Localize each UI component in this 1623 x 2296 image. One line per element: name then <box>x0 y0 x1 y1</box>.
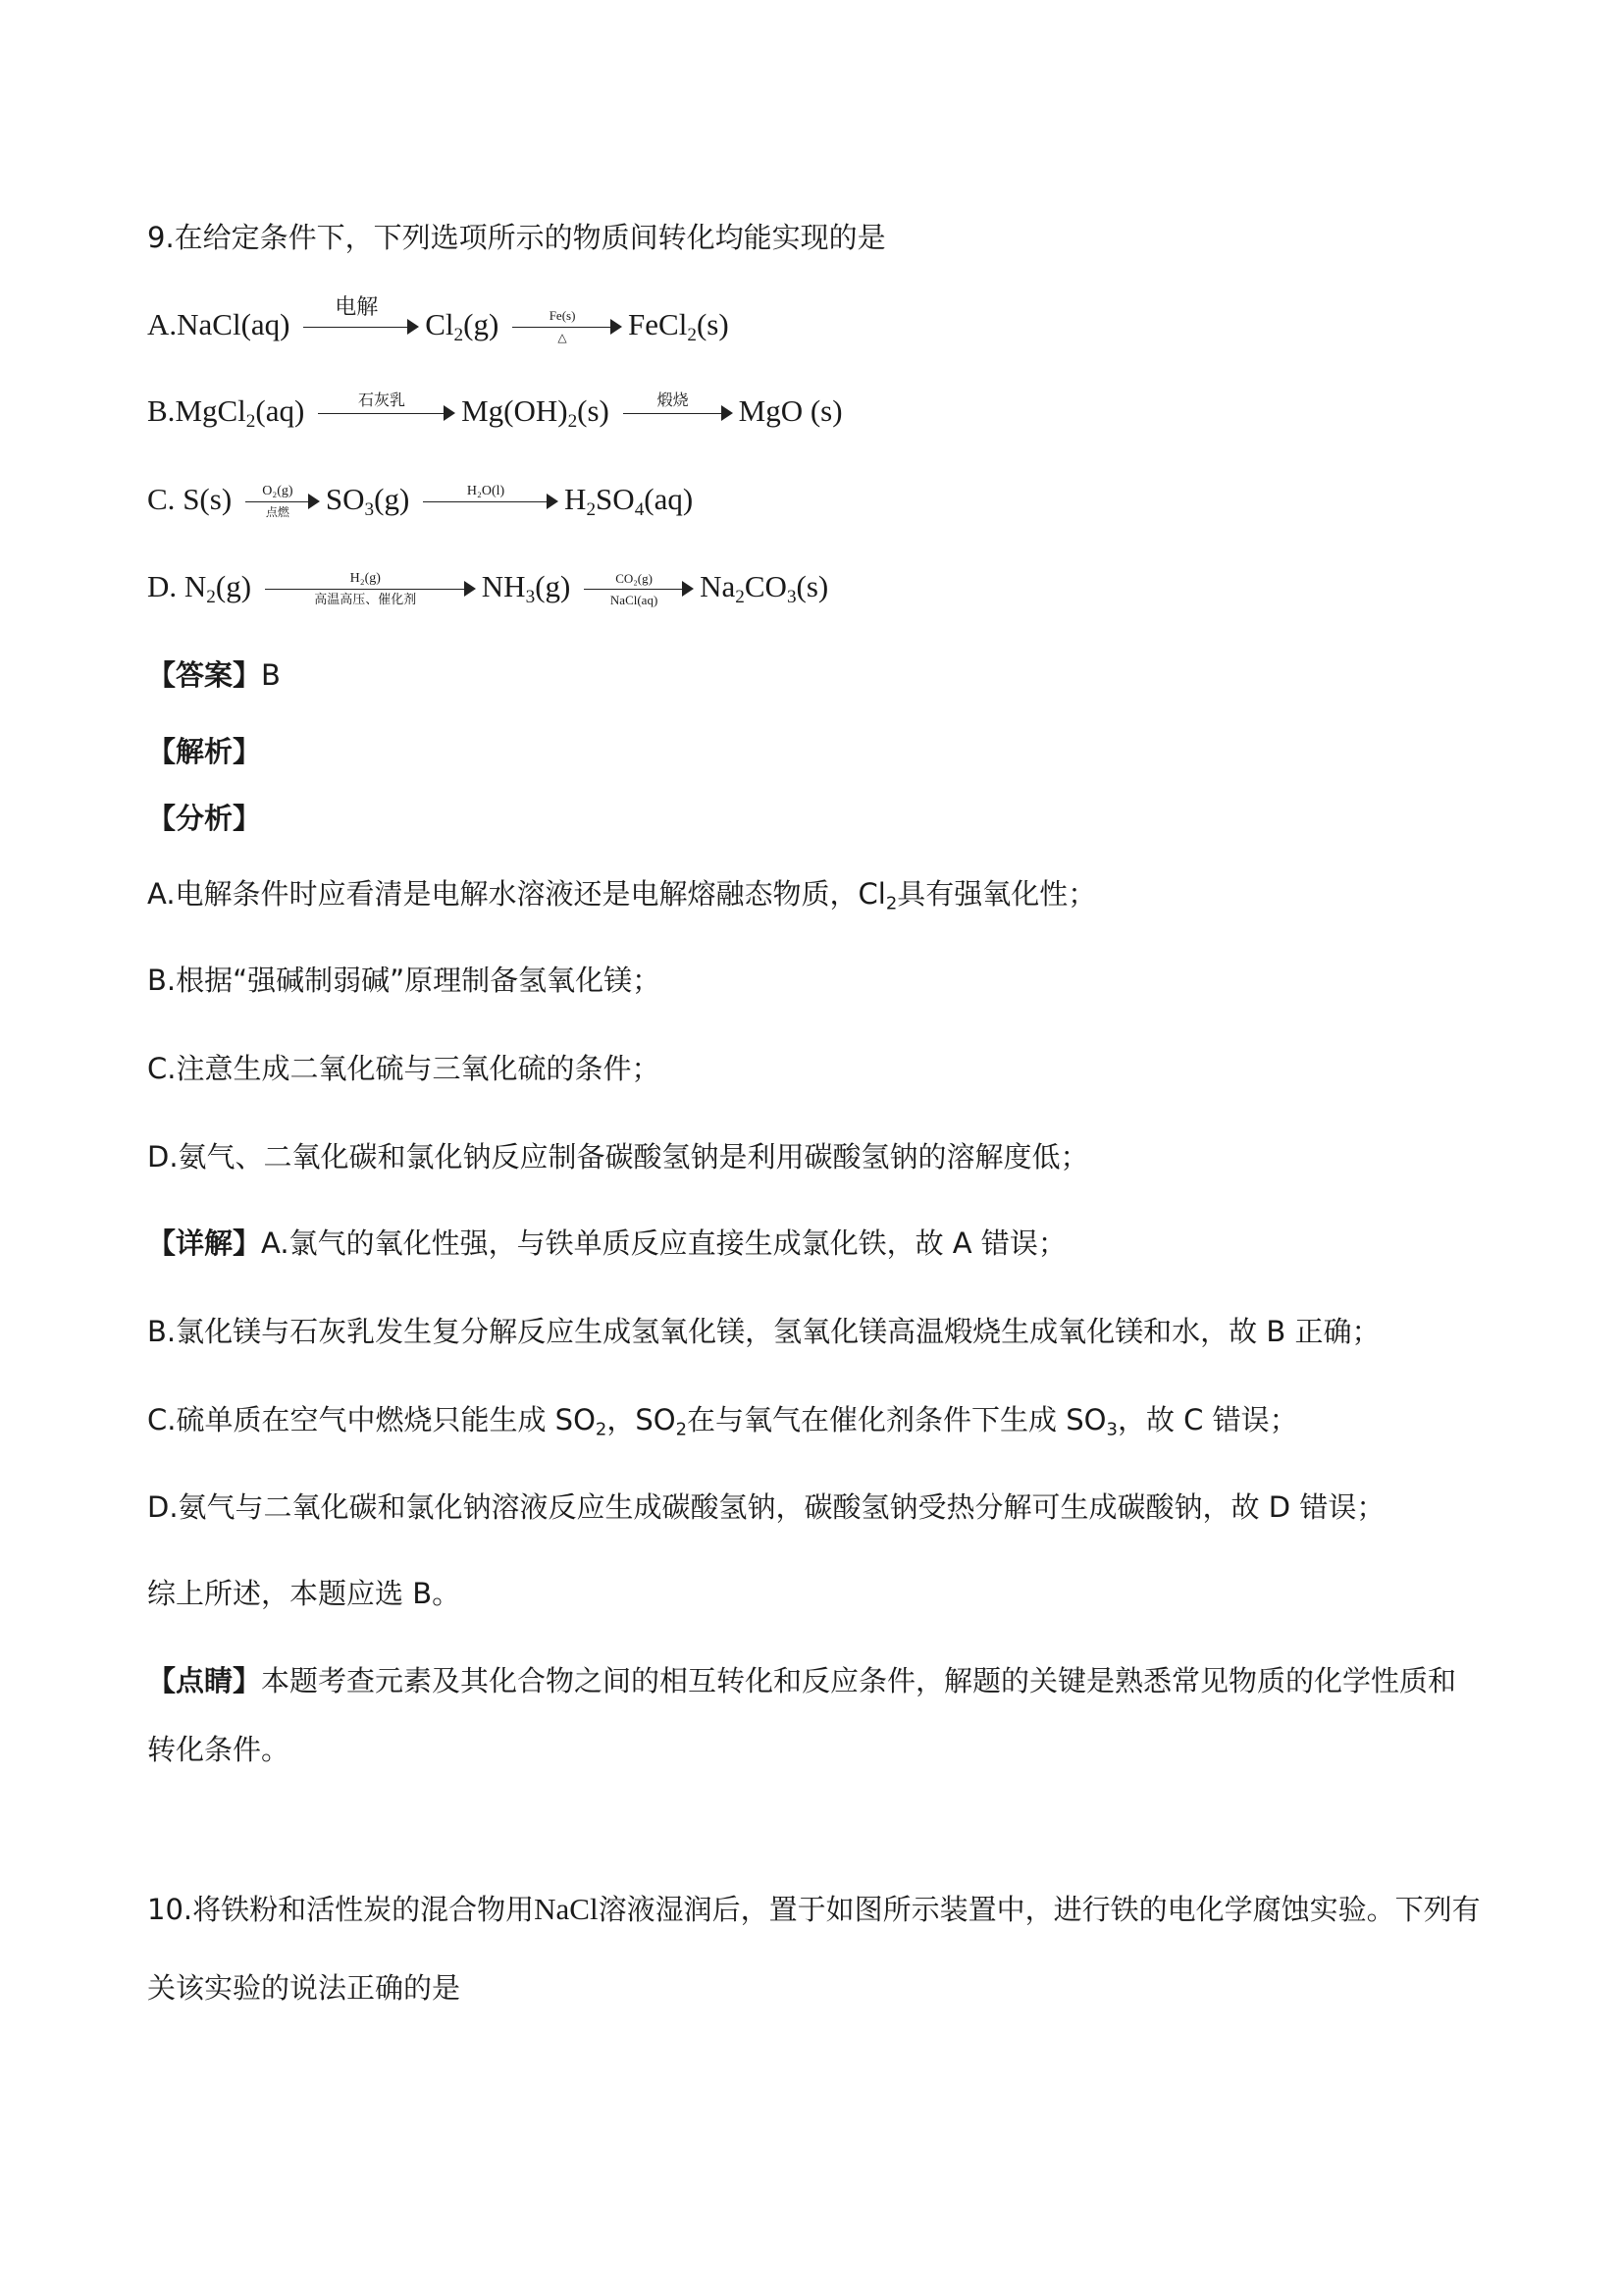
arrow-c2: H₂O(l) <box>423 483 558 522</box>
answer-value: B <box>261 658 281 692</box>
arrow-b2: 煅烧 <box>623 394 733 434</box>
option-a: A.NaCl(aq) 电解 $Cl_2(g)$ Fe(s) △ FeCl$_2$(s) <box>147 307 729 347</box>
arrow-a1: 电解 <box>303 308 419 347</box>
arrow-a2: Fe(s) △ <box>512 308 622 347</box>
arrow-b1: 石灰乳 <box>318 394 455 434</box>
arrow-d2: CO₂(g) NaCl(aq) <box>584 570 694 609</box>
analysis-a: A.电解条件时应看清是电解水溶液还是电解熔融态物质，$Cl_2$具有强氧化性； <box>147 877 1097 914</box>
comment: 【点睛】本题考查元素及其化合物之间的相互转化和反应条件，解题的关键是熟悉常见物质的化学性质和转化条件。 <box>147 1664 1457 1766</box>
q10-title: 10.将铁粉和活性炭的混合物用NaCl溶液湿润后，置于如图所示装置中，进行铁的电化学腐蚀实验。下列有关该实验的说法正确的是 <box>147 1892 1481 2005</box>
arrow-c1: O₂(g) 点燃 <box>245 483 320 522</box>
option-c: C. S(s) O₂(g) 点燃 $SO_3(g)$ H₂O(l) $H_2SO_4(aq)$ <box>147 482 693 522</box>
analysis-d: D.氨气、二氧化碳和氯化钠反应制备碳酸氢钠是利用碳酸氢钠的溶解度低； <box>147 1140 1089 1174</box>
jiexi-label: 【解析】 <box>147 735 262 768</box>
option-d: D. $N_2(g)$ H₂(g) 高温高压、催化剂 $NH_3(g)$ CO₂(g) NaCl(aq) $Na_2CO_3(s)$ <box>147 569 829 607</box>
detail-a: 【详解】A.氯气的氧化性强，与铁单质反应直接生成氯化铁，故 A 错误； <box>147 1226 1067 1260</box>
detail-b: B.氯化镁与石灰乳发生复分解反应生成氢氧化镁，氢氧化镁高温煅烧生成氧化镁和水，故 B 正确； <box>147 1315 1381 1348</box>
summary: 综上所述，本题应选 B。 <box>147 1577 461 1610</box>
q9-title: 9.在给定条件下，下列选项所示的物质间转化均能实现的是 <box>147 221 886 254</box>
answer-line <box>147 657 281 693</box>
detail-c: C.硫单质在空气中燃烧只能生成 $SO_2$，$SO_2$在与氧气在催化剂条件下生成 $SO_3$，故 C 错误； <box>147 1403 1298 1440</box>
detail-d: D.氨气与二氧化碳和氯化钠溶液反应生成碳酸氢钠，碳酸氢钠受热分解可生成碳酸钠，故 D 错误； <box>147 1490 1386 1524</box>
answer-label: 【答案】 <box>147 658 262 692</box>
fenxi-label: 【分析】 <box>147 802 262 835</box>
analysis-c: C.注意生成二氧化硫与三氧化硫的条件； <box>147 1052 660 1085</box>
option-b: B.MgCl$_2$(aq) 石灰乳 $Mg(OH)_2(s)$ 煅烧 MgO (s) <box>147 393 843 434</box>
arrow-d1: H₂(g) 高温高压、催化剂 <box>265 570 476 609</box>
analysis-b: B.根据“强碱制弱碱”原理制备氢氧化镁； <box>147 964 661 997</box>
